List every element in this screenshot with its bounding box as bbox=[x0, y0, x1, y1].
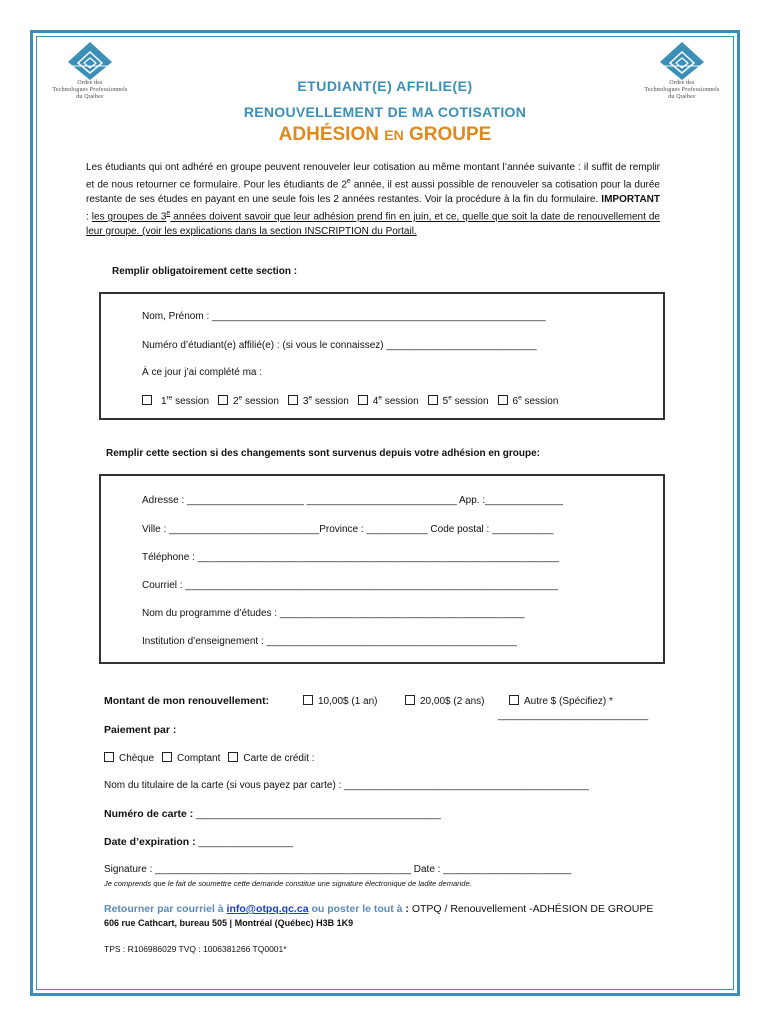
tax-numbers: TPS : R106986029 TVQ : 1006381266 TQ0001* bbox=[104, 944, 287, 954]
name-field[interactable]: Nom, Prénom : ____________________________________________________________ bbox=[142, 311, 546, 322]
logo-line3: du Québec bbox=[76, 94, 104, 100]
session-suffix: e bbox=[308, 395, 313, 402]
diamond-logo-icon bbox=[658, 42, 706, 80]
email-field[interactable]: Courriel : ___________________________________________________________________ bbox=[142, 580, 558, 591]
title-group-membership bbox=[0, 124, 770, 146]
session-option[interactable] bbox=[358, 396, 419, 407]
amount-2-years-label: 20,00$ (2 ans) bbox=[420, 696, 485, 707]
city-field[interactable]: Ville : ___________________________Province : ___________ Code postal : ___________ bbox=[142, 524, 554, 535]
expiry-label: Date d’expiration : bbox=[104, 836, 196, 848]
payment-method-label: Paiement par : bbox=[104, 724, 177, 736]
session-suffix: e bbox=[238, 395, 243, 402]
expiry-field[interactable] bbox=[104, 836, 293, 848]
amount-other-field[interactable]: ___________________________ bbox=[498, 710, 649, 721]
checkbox-icon[interactable] bbox=[405, 695, 415, 705]
return-text-b: ou poster le tout à bbox=[308, 903, 406, 915]
intro-sup-2: e bbox=[166, 210, 171, 218]
amount-other-option[interactable] bbox=[509, 695, 613, 707]
section2-label: Remplir cette section si des changements sont survenus depuis votre adhésion en groupe: bbox=[106, 448, 540, 459]
session-number: 2 bbox=[233, 396, 239, 408]
session-number: 6 bbox=[512, 396, 519, 408]
session-suffix: e bbox=[448, 395, 452, 402]
diamond-logo-icon bbox=[66, 42, 114, 80]
payment-method-option[interactable] bbox=[228, 753, 314, 764]
session-label: session bbox=[451, 396, 489, 408]
checkbox-icon[interactable] bbox=[509, 695, 519, 705]
session-label: session bbox=[381, 396, 419, 408]
logo-line3: du Québec bbox=[668, 94, 696, 100]
mailing-address: 606 rue Cathcart, bureau 505 | Montréal (Québec) H3B 1K9 bbox=[104, 918, 354, 928]
payment-method-label: Carte de crédit : bbox=[243, 753, 315, 764]
checkbox-icon[interactable] bbox=[218, 395, 228, 405]
intro-text-3: : bbox=[86, 211, 92, 223]
session-number: 4 bbox=[372, 396, 379, 408]
expiry-line: _________________ bbox=[195, 837, 293, 848]
session-checkboxes bbox=[142, 395, 558, 407]
session-suffix: e bbox=[518, 395, 522, 402]
intro-text-1: Les étudiants qui ont adhéré en groupe peuvent renouveler leur cotisation au même montant l’année suivante : il suffit de remplir et de nous retourner ce formulaire. Pour les étudiants de 2 bbox=[86, 162, 660, 191]
intro-paragraph bbox=[86, 161, 660, 239]
session-label: session bbox=[172, 396, 210, 408]
session-option[interactable] bbox=[142, 396, 209, 407]
amount-1-year-option[interactable] bbox=[303, 695, 378, 707]
amount-1-year-label: 10,00$ (1 an) bbox=[318, 696, 378, 707]
checkbox-icon[interactable] bbox=[142, 395, 152, 405]
intro-underlined-b: années doivent savoir que leur adhésion prend fin en juin, et ce, quelle que soit la date de renouvellement de leur groupe. (voir les explications dans la section INSCRIPTION du Portail. bbox=[86, 211, 660, 237]
intro-underlined-a: les groupes de 3 bbox=[91, 211, 167, 223]
payment-method-option[interactable] bbox=[162, 753, 220, 764]
session-option[interactable] bbox=[288, 396, 349, 407]
payment-method-label: Chèque bbox=[119, 753, 155, 764]
session-number: 3 bbox=[302, 396, 309, 408]
consent-note: Je comprends que le fait de soumettre cette demande constitue une signature électronique de ladite demande. bbox=[104, 879, 472, 888]
checkbox-icon[interactable] bbox=[104, 752, 114, 762]
amount-other-label: Autre $ (Spécifiez) * bbox=[524, 696, 613, 707]
session-option[interactable] bbox=[428, 396, 489, 407]
title-part-c: GROUPE bbox=[403, 124, 492, 145]
session-label: session bbox=[521, 396, 559, 408]
email-link[interactable]: info@otpq.qc.ca bbox=[226, 903, 309, 915]
phone-field[interactable]: Téléphone : _________________________________________________________________ bbox=[142, 552, 560, 563]
checkbox-icon[interactable] bbox=[428, 395, 438, 405]
session-label: session bbox=[242, 396, 279, 408]
checkbox-icon[interactable] bbox=[358, 395, 368, 405]
return-instructions bbox=[104, 903, 653, 915]
card-holder-field[interactable]: Nom du titulaire de la carte (si vous payez par carte) : ____________________________________________ bbox=[104, 780, 589, 791]
student-number-field[interactable]: Numéro d’étudiant(e) affilié(e) : (si vous le connaissez) ___________________________ bbox=[142, 340, 537, 351]
title-renewal: RENOUVELLEMENT DE MA COTISATION bbox=[243, 104, 527, 120]
amount-label: Montant de mon renouvellement: bbox=[104, 695, 270, 707]
logo-line2: Technologues Professionnels bbox=[644, 87, 720, 93]
signature-field[interactable]: Signature : ______________________________________________ Date : _______________________ bbox=[104, 864, 572, 875]
amount-2-years-option[interactable] bbox=[405, 695, 485, 707]
logo-line2: Technologues Professionnels bbox=[52, 87, 128, 93]
card-number-line: ____________________________________________ bbox=[193, 809, 441, 820]
session-label: session bbox=[312, 396, 349, 408]
return-destination: OTPQ / Renouvellement -ADHÉSION DE GROUPE bbox=[411, 903, 654, 915]
intro-sup-1: e bbox=[346, 178, 351, 186]
address-field[interactable]: Adresse : _____________________ ___________________________ App. :______________ bbox=[142, 495, 563, 506]
checkbox-icon[interactable] bbox=[303, 695, 313, 705]
session-number: 5 bbox=[442, 396, 449, 408]
checkbox-icon[interactable] bbox=[288, 395, 298, 405]
checkbox-icon[interactable] bbox=[162, 752, 172, 762]
important-label: IMPORTANT bbox=[601, 193, 660, 205]
title-student: ETUDIANT(E) AFFILIE(E) bbox=[297, 78, 473, 94]
payment-method-label: Comptant bbox=[177, 753, 221, 764]
payment-methods bbox=[104, 752, 323, 764]
logo-line1: Ordre des bbox=[77, 80, 103, 86]
session-suffix: e bbox=[378, 395, 382, 402]
institution-field[interactable]: Institution d’enseignement : _____________________________________________ bbox=[142, 636, 517, 647]
checkbox-icon[interactable] bbox=[228, 752, 238, 762]
card-number-label: Numéro de carte : bbox=[104, 808, 194, 820]
otpq-logo-right bbox=[634, 42, 730, 112]
intro-text-2: année, il est aussi possible de renouveler sa cotisation pour la durée restante de ses études en payant en une seule fois les 2 années restantes. Voir la procédure à la fin du formulaire. bbox=[86, 179, 660, 205]
session-suffix: re bbox=[166, 395, 173, 402]
otpq-logo-left bbox=[42, 42, 138, 112]
return-text-a: Retourner par courriel à bbox=[104, 903, 227, 915]
logo-line1: Ordre des bbox=[669, 80, 695, 86]
completed-label: À ce jour j’ai complété ma : bbox=[142, 367, 263, 378]
session-option[interactable] bbox=[218, 396, 279, 407]
return-colon: : bbox=[405, 903, 412, 915]
title-part-a: ADHÉSION bbox=[278, 124, 385, 145]
session-option[interactable] bbox=[498, 396, 559, 407]
session-number: 1 bbox=[161, 396, 167, 408]
checkbox-icon[interactable] bbox=[498, 395, 508, 405]
program-field[interactable]: Nom du programme d’études : ____________________________________________ bbox=[142, 608, 525, 619]
title-part-b: EN bbox=[384, 127, 404, 143]
section1-label: Remplir obligatoirement cette section : bbox=[112, 266, 298, 277]
card-number-field[interactable] bbox=[104, 808, 441, 820]
payment-method-option[interactable] bbox=[104, 753, 154, 764]
